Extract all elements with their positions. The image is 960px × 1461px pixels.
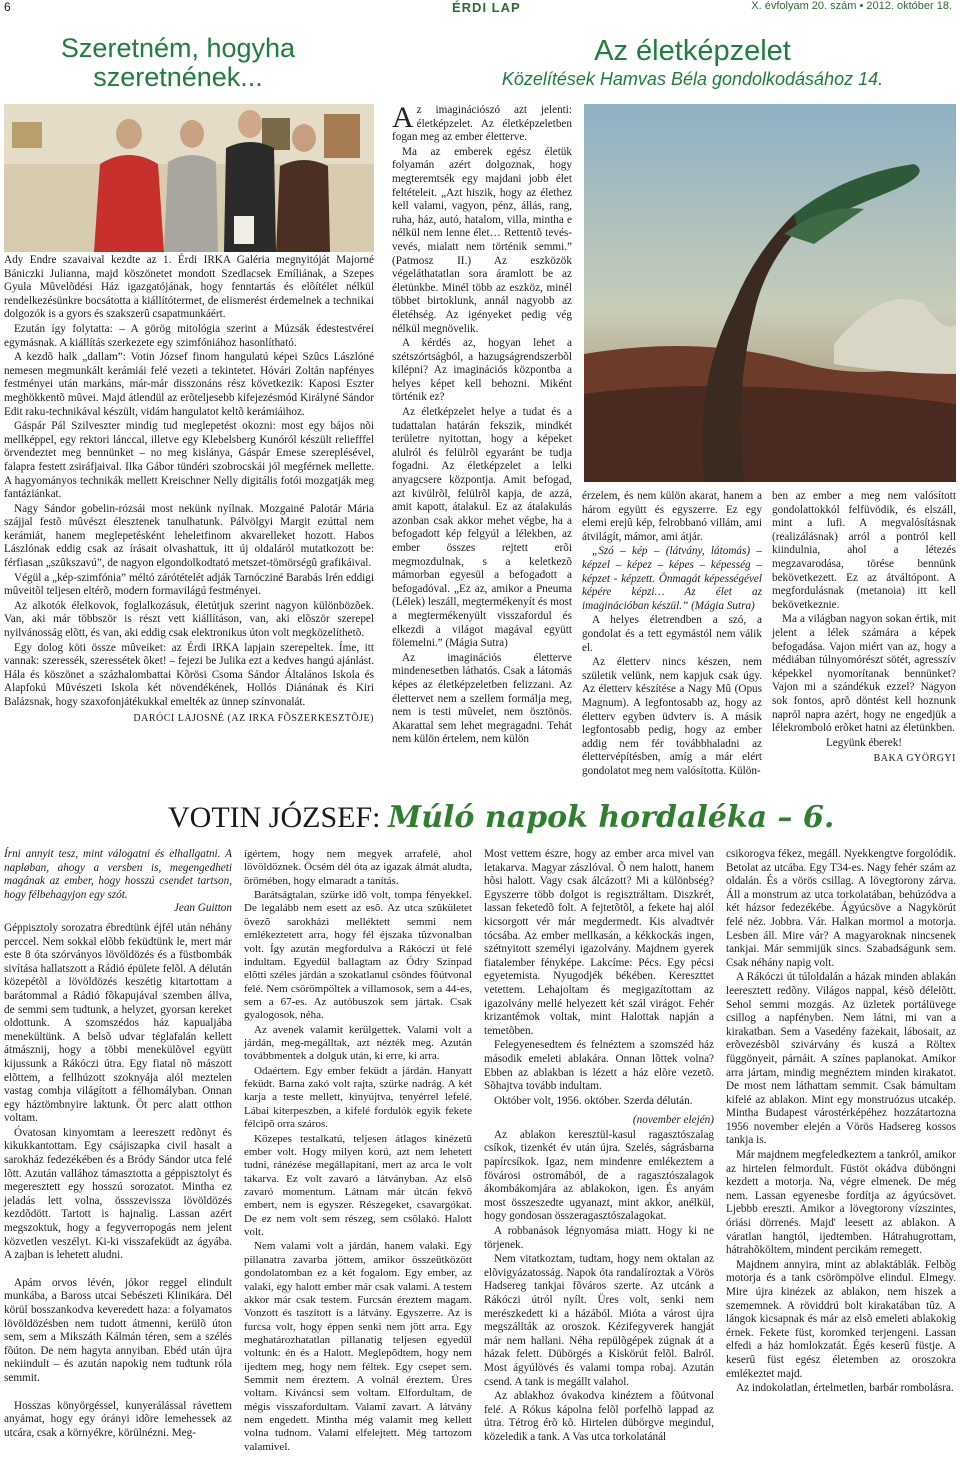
votin-paragraph: Október volt, 1956. október. Szerda délután. (494, 1094, 693, 1107)
right-paragraph: A helyes életrendben a szó, a gondolat és a tett egymástól nem válik el. (582, 614, 762, 654)
right-paragraph: ben az ember a meg nem valósított gondolattokkól felfüvödik, és elszáll, mint a lufi. A megvalósításnak (realizálásnak) arról a pontról kell kiindulnia, ahol a létezés megzavarodása, törése bennünk bekövetkezett. Ez az átváltópont. A megfordulásnak (metanoia) itt kell bekövetkeznie. (772, 490, 956, 611)
votin-paragraph: Az ablakhoz óvakodva kinéztem a fõútvonal felé. A Rókus kápolna felõl porfelhõ lappad az útra. Tétrog érõ kõ. Hirtelen dübörgve megindul, közeledik a tank. A Vas utca torkolatánál (484, 1390, 714, 1443)
page-number: 6 (4, 0, 11, 14)
masthead: ÉRDI LAP (452, 0, 521, 15)
gallery-photo-image (4, 104, 374, 252)
votin-date-note: (november elején) (632, 1114, 714, 1127)
votin-title (168, 800, 948, 840)
painting-image (584, 104, 956, 482)
left-paragraph: Végül a „kép-szimfónia” méltó zárótételét adják Tarnócziné Barabás Irén eddigi mûveitõl teljesen eltérõ, modern formavilágú festményei. (4, 571, 374, 598)
left-paragraph: Ady Endre szavaival kezdte az 1. Érdi IRKA Galéria megnyitóját Majorné Bániczki Julianna, majd köszönetet mondott Szedlacsek Emíliának, a Szepes Gyula Mûvelõdési Ház igazgatójának, hogy fenntartás és elõítélet nélkül rendelkezésünkre bocsátotta a kiállítótermet, de elismerést érdemelnek a technikai dolgozók is a gyors és szakszerû csapatmunkáért. (4, 254, 374, 321)
votin-paragraph: Odaértem. Egy ember feküdt a járdán. Hanyatt feküdt. Barna zakó volt rajta, szürke nadrág. A két karja a teste mellett, kinyújtva, tenyérrel lefelé. Lábai kiterpeszben, a kifelé fordulók egyik fekete félcipõ orra száros. (244, 1064, 472, 1131)
gallery-photo (4, 104, 374, 252)
votin-col-2 (244, 848, 472, 1455)
votin-paragraph: Most vettem észre, hogy az ember arca mivel van letakarva. Magyar zászlóval. Õ nem halott, hanem hõsi halott. Vagy csak álcázott? Mi a különbség? Egyszerre több dolgot is regisztráltam. Diszkrét, lassan feketedõ folt. A fejtetõtõl, a fekete haj alól kicsorgott vér már megdermedt. Kis alvadtvér tócsába. Az ember mellkasán, a kékkockás ingen, szétnyitott személyi igazolvány. Majdnem gyerek fiatalember fényképe. Lakcíme: Pécs. Egy pécsi egyetemista. Nyugodjék békében. Kereszttet vetettem. Lehajoltam és megigazítottam az igazolvány mellé helyezett két szál virágot. Fehér krizantémok voltak, mint Halottak napján a temetõben. (484, 848, 714, 1037)
votin-paragraph: Az avenek valamit kerülgettek. Valami volt a járdán, meg-megálltak, azt nézték meg. Azután továbbmentek a dolguk után, ki erre, ki arra. (244, 1023, 472, 1063)
left-paragraph: A kezdõ halk „dallam”: Votin József finom hangulatú képei Szûcs Lászlóné nemesen megmunkált kerámiái felé vezeti a tekintetet. Hóvári Zoltán napfényes festményei után markáns, már-már disszonáns rész következik: Kaposi Eszter meghökkentõ mûvei. Majd átlendül az erõteljesebb kifejezésmód Királyné Sándor Edit raku-technikával készült, vidám hangulatot keltõ kerámiáihoz. (4, 351, 374, 418)
right-paragraph-text: z imaginációszó azt jelenti: életképzelet. Az életképzeletben fogan meg az ember életterve. (392, 104, 572, 144)
votin-paragraph: csikorogva fékez, megáll. Nyekkengtve forgolódik. Betolat az utcába. Egy T34-es. Nagy fehér szám az oldalán. És a vörös csillag. A lövegtorony zárva. Áll a monstrum az utca torkolatában, behúzódva a két házsor fedezékébe. Ágyúcsöve a Nagykörút felé néz. Jobbra. Vár. Halkan mormol a motorja. Lesben áll. Mire vár? A magyaroknak nincsenek tankjai. Már semmijük sincs. Szabadságunk sem. Csak néhány napig volt. (726, 848, 956, 969)
left-article-body (4, 254, 374, 725)
right-paragraph: Az imaginációs életterve mindenesetben láthatós. Csak a látomás képes az életképzeletben felizzani. Az élettervet nem a szellem formálja meg, nem is testi mûvelet, nem ösztönös. Akarattal sem lehet megragadni. Tehát nem külön értelem, nem külön (392, 651, 572, 746)
right-col-1 (392, 101, 572, 748)
votin-col-4 (726, 848, 956, 1397)
left-title-line2: szeretnének... (93, 62, 263, 92)
votin-paragraph: Az indokolatlan, értelmetlen, barbár rombolásra. (736, 1382, 954, 1395)
left-paragraph: Ezután így folytatta: – A görög mitológia szerint a Múzsák édestestvérei egymásnak. A kiállítás szerkezete egy szimfóniához hasonlítható. (4, 322, 374, 349)
left-title-line1: Szeretném, hogyha (60, 33, 296, 63)
right-article-title (430, 34, 955, 90)
right-paragraph: Az életképzelet helye a tudat és a tudattalan határán fekszik, mindkét területre nyitottan, hogy a képeket alulról és felülrõl egyaránt be tudja fogadni. Az életképzelet a lelki anyagcsere központja. Amit befogad, azt kivülrõl, felülrõl kapja, de azzá, amit kapott, átalakul. Ez az átalakulás azonban csak akkor mehet végbe, ha a befogadott kép felgyúl a lélekben, az ember összes rejtett erõi megmozdulnak, s a keletkezõ mámorban egyesül a befogadott a befogadóval. „Ez az, amikor a Pneuma (Lélek) leszáll, megtermékenyít és most a megtermékenyült visszafordul és elkezdi a világot magával együtt fölemelni.” (Mágia Sutra) (392, 406, 572, 650)
votin-paragraph: ígértem, hogy nem megyek arrafelé, ahol lövöldöznek. Öcsém dél óta az igazak álmát aludta, örömében, hogy elmaradt a tanítás. (244, 848, 472, 887)
votin-paragraph: A robbanások légnyomása miatt. Hogy ki ne törjenek. (484, 1225, 714, 1251)
votin-paragraph: Az ablakon keresztül-kasul ragasztószalag csíkok, tizenkét év után újra. Szelés, ságrásbarna papírcsíkok. Igaz, nem mindenre emlékeztem a fövárosi ostromából, de a ragasztószalagok ákombákomjára az ablakokon, igen. És anyám most összeszedte ugyanazt, mint akkor, anélkül, hogy gondosan összeragasztószalagokat. (484, 1128, 714, 1223)
votin-paragraph: A Rákóczi út túloldalán a házak minden ablakán leeresztett redõny. Világos nappal, késõ délelõtt. Sehol semmi mozgás. Az üzletek portálüvege csillog a napfényben. Nem látni, mi van a kirakatban. Sem a Vasedény fazekait, lábosait, az erõvezésbõl szivárvány és kuszá a Röltex függönyeit, párnáit. A színes paplanokat. Amikor arra jártam, mindig megnéztem minden kirakatot. De most nem láthattam semmit. Csak bámultam kifelé az ablakon. Mint egy monstruózus utcakép. Mintha Budapest várostérképéhez hozzátartozna 1956 november elején a Vörös Hadsereg kossos tankja is. (726, 971, 956, 1147)
right-paragraph: Ma a világban nagyon sokan értik, mit jelent a lélek számára a képek befogadása. Vajon miért van az, hogy a médiában túlnyomórészt sötét, agresszív képekkel nyomorítanak bennünket? Vajon mi a szándékuk ezzel? Nagyon sok fontos, aprõ döntést kell hoznunk napról napra azért, hogy ne engedjük a lélekromboló erõket hatni az életünkben. (772, 613, 956, 735)
right-subtitle: Közelítések Hamvas Béla gondolkodásához 14. (501, 69, 884, 89)
votin-paragraph: Közepes testalkatú, teljesen átlagos kinézetû ember volt. Hogy milyen korú, azt nem lehetett tudni, ránézése megállapítani, mert az arca le volt takarva. Ez volt zavaró a látványban. Az elsõ zavaró momentum. Látnam már útcán fekvõ embert, nem is egyszer. Részegeket, csavargókat. De ez nem volt sem részeg, sem csõlakó. Halott volt. (244, 1132, 472, 1239)
issue-info: X. évfolyam 20. szám • 2012. október 18. (751, 0, 952, 12)
right-col-3 (772, 490, 956, 766)
votin-paragraph: Hosszas könyörgéssel, kunyerálással rávettem anyámat, hogy egy órányi idõre lemehessek az utcára, csak a környékre, körülnézni. Meg- (4, 1399, 232, 1439)
right-title: Az életképzelet (594, 35, 791, 67)
votin-motto: Írni annyit tesz, mint válogatni és elhallgatni. A napløban, ahogy a versben is, megengedheti magának az ember, hogy hosszú csendet tartson, hogy félbehagyjon egy szót. (4, 848, 232, 901)
votin-paragraph: Már majdnem megfeledkeztem a tankról, amikor az hirtelen felmordult. Füstöt okádva düböngni kezdett a motorja. Na, végre elmenek. De még nem. Lassan egyenesbe fordítja az ágyúcsövet. Ljebbb ereszti. Amikor a lövegtorony vízszintes, óriási dörrenés. Majd' leesett az ablakon. A váratlan hangtól, ijedtemben. Hátrahugrottam, hátrahõköltem, mindent percikám remegett. (726, 1149, 956, 1257)
votin-paragraph: Nem valami volt a járdán, hanem valaki. Egy pillanatra zavarba jöttem, amikor összeütközött gondolatomban ez a két fogalom. Egy ember, az valaki, egy halott ember már csak valami. A testem akkor már csak testem. Furcsán éreztem magam. Vonzott és taszított is a látvány. Egyszerre. Az is furcsa volt, hogy éppen senki nem jött arra. Egy meghatározhatatlan pillanatig teljesen egyedül voltunk: én és a Halott. Meglepõdtem, hogy nem ijedtem meg, hogy nem féltek. Egy csepet sem. Semmit nem éreztem. A volnál éreztem. Üres voltam. Kívánсsi sem voltam. Elfordultam, de mégis visszafordultam. Valami zavart. A látvány nem engedett. Mintha még valamit meg kellett volna tudnom. Valami elfelejtett. Még tartozom valamivel. (244, 1240, 472, 1453)
votin-paragraph: Apám orvos lévén, jókor reggel elindult munkába, a Baross utcai Sebészeti Klinikára. Dél körül bosszankodva keveredett haza: a folyamatos lövöldözésben nem tudott átmenni, kerülõ úton sem, sem a Mikszáth Kálmán téren, sem a szélés fõúton. De nem hagyta annyiban. Ebéd után újra nekiindult – és azután napokig nem tudtunk róla semmit. (4, 1276, 232, 1384)
right-paragraph (392, 101, 572, 145)
painting-photo (584, 104, 956, 482)
votin-paragraph: Majdnem annyira, mint az ablaktáblák. Felbõg motorja és a tank csörömpölve elindul. Elmegy. Mire újra kinézek az ablakon, nem hiszek a szememnek. A röviddrú bolt kirakatában tûz. A lángok kicsapnak és már az elsõ emeleti ablakokig érnek. Fekete füst, koromked terjengeni. Lassan elfedi a ház homlokzatát. Égés keserû füstje. A keserû füst egész életemben az oroszokra emlékeztet majd. (726, 1258, 956, 1380)
right-quote: „Szó – kép – (látvány, látomás) – képzel – képez – képes – képesség – képzet - képzett. Önmagát képességével képére képzi… Az élet az imaginációban készül.” (Mágia Sutra) (582, 545, 762, 612)
left-paragraph: Nagy Sándor gobelin-rózsái most nekünk nyílnak. Mozgainé Palotár Mária szájjal festõ mûvészt élesztenek tanulhatunk. Pálvölgyi Margit ezúttal nem kerámiát, hanem meglepetésként leheletfinom akvarelleket hozott. Habos Lászlónak eddig csak az írásait olvashattuk, itt új oldaláról mutatkozott be: férfiasan „szûkszavú”, de nagyon elgondolkodtató metszet-tömörségû grafikáival. (4, 502, 374, 570)
left-paragraph: Egy dolog köti össze mûveiket: az Érdi IRKA lapjain szerepeltek. Íme, itt vannak: szeressék, szeressétek õket! – fejezi be Julika ezt a kedves hangú ajánlást. Hála és köszönet a százhalombattai Kõrösi Csoma Sándor Általános Iskola és Alapfokú Mûvészeti Iskola két növendékének, Hollós Diánának és Kiri Balázsnak, hogy szaxofonjátékukkal emelték az ünnep színvonalát. (4, 641, 374, 708)
right-col-2 (582, 490, 762, 779)
votin-paragraph: Felegyenesedtem és felnéztem a szomszéd ház második emeleti ablakára. Onnan lõttek volna? Ebben az ablakban is lézett a ház elõre vezetõ. Sõhajtva tovább indultam. (484, 1039, 714, 1093)
drop-cap: A (392, 101, 414, 134)
left-article-title (28, 34, 328, 92)
votin-col-1 (4, 848, 232, 1441)
votin-paragraph: Nem vitatkoztam, tudtam, hogy nem oktalan az elõvigyázatosság. Napok óta randalíroztak a Vörös Hadsereg tankjai fõváros szerte. Az utcánk a Rákóczi útról nyílt. Üres volt, senki nem merészkedett ki a házából. Mióta a várost újra megszállták az oroszok. Kézifegyverek hangját már nem hallani. Néha repülõgépek zúgnak át a házak felett. Dübörgés a Kiskörút felõl. Balról. Most ágyúlövés és valami tompa robaj. Azután csend. A tank is megállt valahol. (484, 1253, 714, 1388)
votin-title-script: Múló napok hordaléka – 6. (388, 800, 835, 835)
right-paragraph: érzelem, és nem külön akarat, hanem a három együtt és egyszerre. Ez egy elemi erejû kép, felrobbanó villám, ami átvilágít, mámor, ami átjár. (582, 490, 762, 543)
votin-motto-author: Jean Guitton (173, 902, 232, 915)
left-signature: DARÓCI LAJOSNÉ (AZ IRKA FÕSZERKESZTÕJE) (133, 712, 374, 724)
left-paragraph: Gáspár Pál Szilveszter mindig tud meglepetést okozni: most egy bájos nõi mellképpel, egy rektori lánccal, illetve egy Klebelsberg Kunóról készült reliefffel örvendeztet meg bennünket – no meg kislánya, Gáspár Emese szereplésével, falapra festett zsiráfjaival. Ilka Gábor tündéri szobrocskái jól megférnek mellette. A hagyományos technikák mellett Kreischner Nelly digitális fotói mozgatják meg fantáziánkat. (4, 420, 374, 501)
votin-paragraph: Géppisztoly sorozatra ébredtünk éjfél után néhány perccel. Nem sokkal elõbb feküdtünk le, mert már este 8 óta szórványos lövöldözés és a füstbombák sivítása hallatszott a Rádió épülete felõl. A délután közepétõl a lövöldözés keszétig kitartottam a barátommal a Rádió fõkapujával szemben állva, de semmi sem tudtunk, a helyzet, gyorsan kereket oldottunk. A szomszédos ház kapualjába menekültünk. A belsõ udvar téglafalán kellett átmásznij, hogy a többi menekülõvel együtt kijussunk a Rákóczi útra. Egy fiatal nõ mászott elõttem, a fellhúzott szoknyája alól meztelen vastag combja világított a félhomályban. Onnan egy háztömbnyire laktunk. Öt perc alatt otthon voltam. (4, 921, 232, 1125)
right-paragraph: Ma az emberek egész életük folyamán azért dolgoznak, hogy megteremtsék egy majdani jobb élet feltételeit. „Azt hiszik, hogy az élethez kell valami, vagyon, pénz, állás, rang, ruha, ház, autó, hatalom, villa, mintha e nélkül nem lenne élet… Rettentõ tevés-vevés, mialatt nem történik semmi.” (Patmosz II.) Az eszközök végeláthatatlan sora áramlott be az életünkbe. Minél több az eszköz, minél többet birtoklunk, annál nagyobb az életéhség. Az igényeket pedig vég nélkül megnövelik. (392, 145, 572, 335)
right-closing: Legyünk éberek! (825, 736, 903, 749)
votin-paragraph: Barátságtalan, szürke idõ volt, tompa fényekkel. De legalább nem esett az esõ. Az utca szûkületet övezõ sarokházi melléktett semmi nem emlékeztetett arra, hogy fél éjszaka tûzvonalban volt. Így azután megfordulva a Rákóczi út felé indultam. Egyedül ballagtam az Ódry Színpad elõtti széles járdán a szokatlanul csöndes fõútvonal felé. Nem csörömpöltek a villamosok, sem a 44-es, sem a 67-es. Az autóbuszok sem jártak. Csak gyalogosok, néha. (244, 889, 472, 1022)
votin-col-3 (484, 848, 714, 1446)
right-paragraph: Az életterv nincs készen, nem születik velünk, nem kapjuk csak úgy. Az életterv készítése a Nagy Mû (Opus Magnum). A legfontosabb az, hogy az életterv egyben üdvterv is. A másik legfontosabb pedig, hogy az ember addig nem fér továbbhaladni az élettervépítésben, amíg a már elért gondolatot meg nem valósította. Külön- (582, 656, 762, 777)
votin-paragraph: Óvatosan kinyomtam a leereszett redõnyt és kikukkantottam. Egy csájiszapka civil hasalt a sarokház fedezékében és a Bródy Sándor utca felé lõtt. Azután vallához támasztotta a géppisztolyt és megeresztett egy hosszú sorozatot. Mintha ez jeladás lett volna, össszevissza lövöldözés kezdõdött. Tartott is hajnalig. Lassan azért megszoktuk, hogy a fegyverropogás nem jelent közvetlen veszélyt. Ki-ki visszafeküdt az ágyába. A zajban is lehetett aludni. (4, 1126, 232, 1262)
right-signature: BAKA GYÖRGYI (873, 753, 956, 765)
left-paragraph: Az alkotók élelkovok, foglalkozásuk, életútjuk szerint nagyon különbözõek. Van, aki már többször is részt vett kiállításon, van, aki elõször szerepel nyilvánosság elõtt, és van, aki eddig csak elektronikus úton volt megközelíthetõ. (4, 599, 374, 640)
right-paragraph: A kérdés az, hogyan lehet a szétszórtságból, a hazugságrendszerbõl kilépni? Az imaginációs központba a helyes képet kell behozni. Miként történik ez? (392, 337, 572, 404)
votin-title-plain: VOTIN JÓZSEF: (168, 801, 381, 834)
